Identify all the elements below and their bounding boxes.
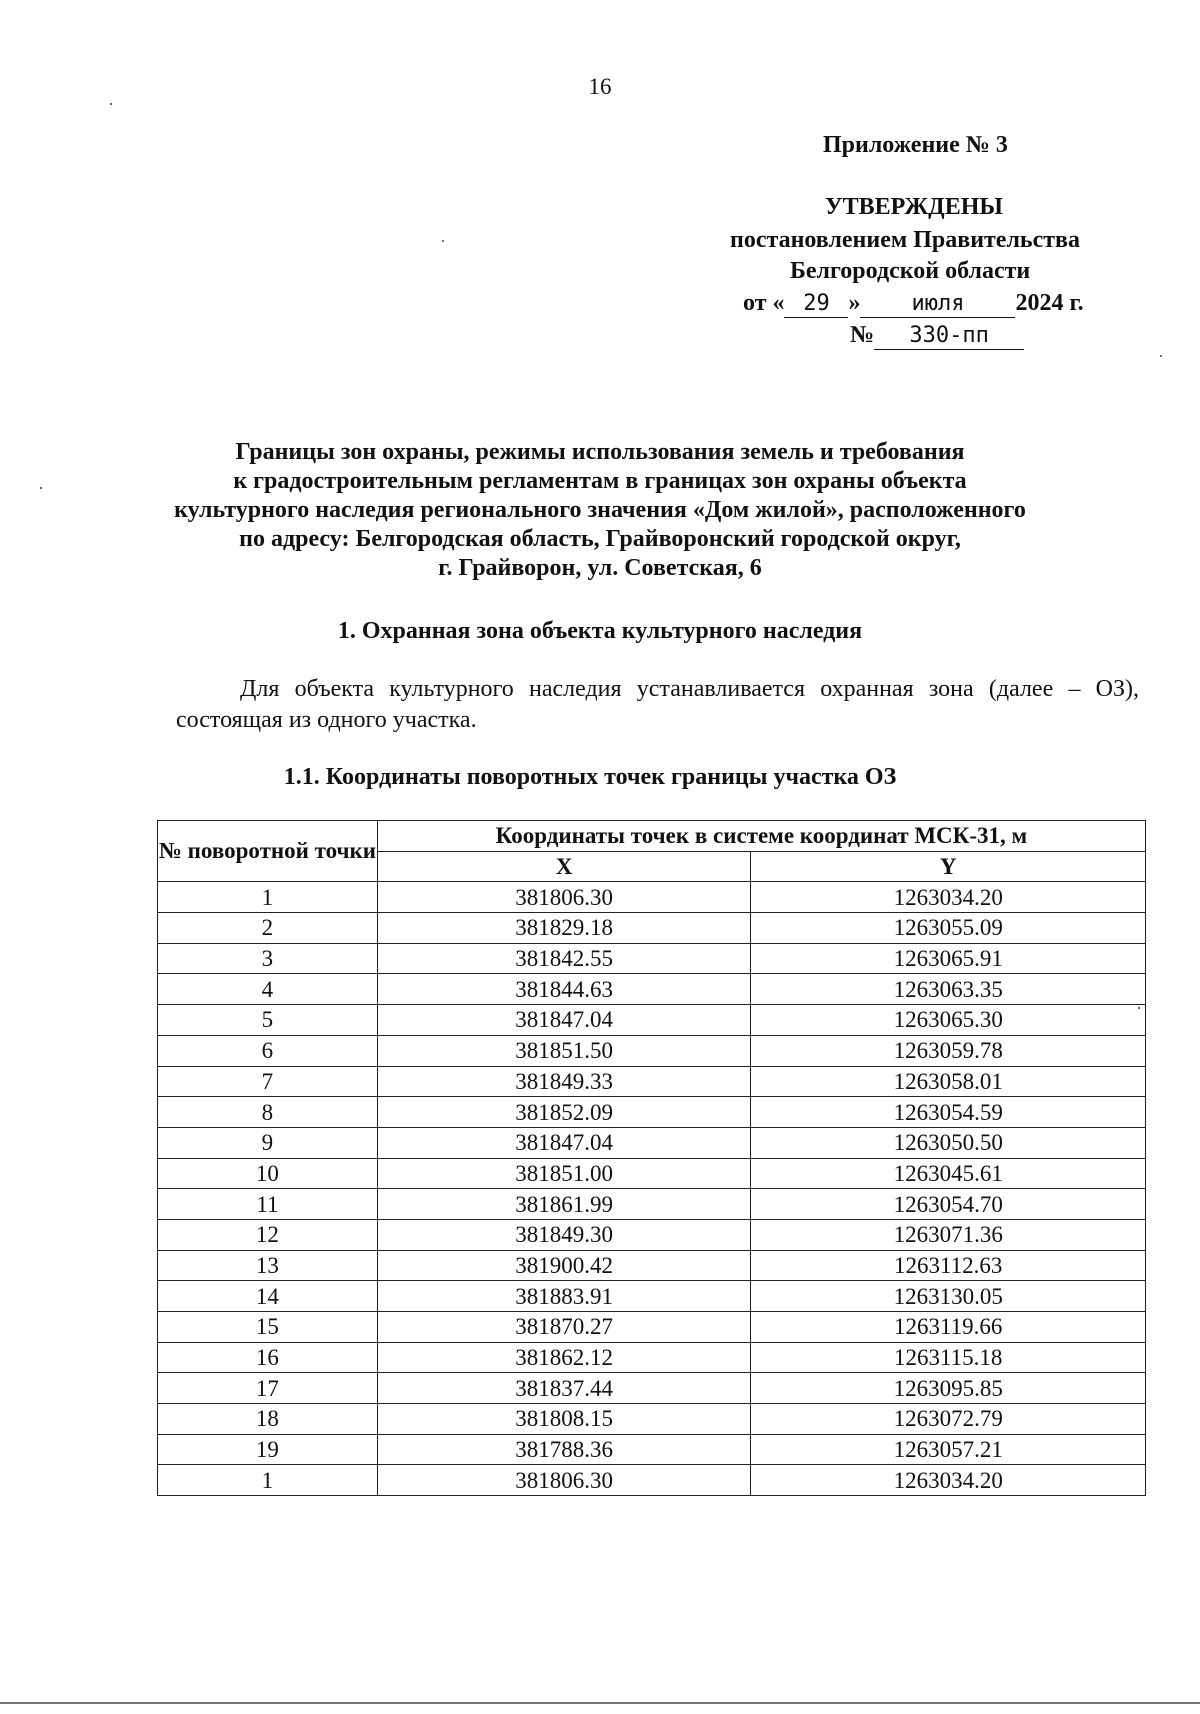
table-row <box>158 1342 1146 1373</box>
table-row <box>158 1066 1146 1097</box>
y-coordinate-cell: 1263059.78 <box>751 1035 1146 1066</box>
x-coordinate-cell: 381851.50 <box>377 1035 751 1066</box>
table-row <box>158 943 1146 974</box>
table-row <box>158 1097 1146 1128</box>
x-coordinate-cell: 381844.63 <box>377 974 751 1005</box>
x-coordinate-cell: 381861.99 <box>377 1189 751 1220</box>
x-coordinate-cell: 381883.91 <box>377 1281 751 1312</box>
x-coordinate-cell: 381837.44 <box>377 1373 751 1404</box>
point-number-cell: 11 <box>158 1189 378 1220</box>
x-coordinate-cell: 381806.30 <box>377 1465 751 1496</box>
point-number-cell: 5 <box>158 1005 378 1036</box>
y-coordinate-cell: 1263095.85 <box>751 1373 1146 1404</box>
x-coordinate-cell: 381847.04 <box>377 1005 751 1036</box>
table-row <box>158 882 1146 913</box>
table-row <box>158 1219 1146 1250</box>
document-title <box>0 438 1200 583</box>
y-coordinate-cell: 1263072.79 <box>751 1404 1146 1435</box>
table-row <box>158 913 1146 944</box>
header-x: X <box>377 851 751 882</box>
y-coordinate-cell: 1263054.70 <box>751 1189 1146 1220</box>
coordinates-table <box>157 820 1146 1496</box>
y-coordinate-cell: 1263058.01 <box>751 1066 1146 1097</box>
point-number-cell: 16 <box>158 1342 378 1373</box>
scan-speck <box>110 103 112 105</box>
point-number-cell: 13 <box>158 1250 378 1281</box>
approved-label: УТВЕРЖДЕНЫ <box>825 194 1003 220</box>
date-month-field: июля <box>860 291 1015 318</box>
scan-speck <box>1160 355 1162 357</box>
point-number-cell: 19 <box>158 1434 378 1465</box>
x-coordinate-cell: 381862.12 <box>377 1342 751 1373</box>
table-row <box>158 1158 1146 1189</box>
point-number-cell: 8 <box>158 1097 378 1128</box>
y-coordinate-cell: 1263034.20 <box>751 882 1146 913</box>
point-number-cell: 7 <box>158 1066 378 1097</box>
y-coordinate-cell: 1263054.59 <box>751 1097 1146 1128</box>
table-row <box>158 1250 1146 1281</box>
section-1-paragraph: Для объекта культурного наследия устанавливается охранная зона (далее – ОЗ), состоящая из одного участка. <box>176 676 1139 733</box>
y-coordinate-cell: 1263065.91 <box>751 943 1146 974</box>
x-coordinate-cell: 381870.27 <box>377 1312 751 1343</box>
section-1-1-heading: 1.1. Координаты поворотных точек границы участка ОЗ <box>283 764 897 790</box>
table-row <box>158 1189 1146 1220</box>
coordinates-table-body <box>158 882 1146 1496</box>
y-coordinate-cell: 1263112.63 <box>751 1250 1146 1281</box>
header-point-number: № поворотной точки <box>158 821 378 882</box>
date-day-field: 29 <box>784 291 848 318</box>
table-row <box>158 1035 1146 1066</box>
date-prefix: от « <box>743 290 785 316</box>
title-line: г. Грайворон, ул. Советская, 6 <box>438 555 762 581</box>
section-1-heading: 1. Охранная зона объекта культурного наследия <box>337 618 863 644</box>
approval-date-line <box>743 288 1084 319</box>
header-y: Y <box>751 851 1146 882</box>
x-coordinate-cell: 381849.33 <box>377 1066 751 1097</box>
x-coordinate-cell: 381900.42 <box>377 1250 751 1281</box>
table-row <box>158 1312 1146 1343</box>
approval-number-line <box>850 320 1024 351</box>
title-line: к градостроительным регламентам в границах зон охраны объекта <box>233 468 967 494</box>
date-year: 2024 г. <box>1015 290 1084 316</box>
decree-number-field: 330-пп <box>874 323 1024 350</box>
scan-speck <box>1138 1007 1140 1009</box>
y-coordinate-cell: 1263050.50 <box>751 1127 1146 1158</box>
table-row <box>158 1434 1146 1465</box>
header-coordinates: Координаты точек в системе координат МСК-31, м <box>377 821 1145 852</box>
x-coordinate-cell: 381788.36 <box>377 1434 751 1465</box>
point-number-cell: 17 <box>158 1373 378 1404</box>
x-coordinate-cell: 381849.30 <box>377 1219 751 1250</box>
y-coordinate-cell: 1263130.05 <box>751 1281 1146 1312</box>
x-coordinate-cell: 381829.18 <box>377 913 751 944</box>
table-row <box>158 1005 1146 1036</box>
y-coordinate-cell: 1263063.35 <box>751 974 1146 1005</box>
x-coordinate-cell: 381847.04 <box>377 1127 751 1158</box>
y-coordinate-cell: 1263065.30 <box>751 1005 1146 1036</box>
point-number-cell: 18 <box>158 1404 378 1435</box>
title-line: культурного наследия регионального значения «Дом жилой», расположенного <box>174 497 1026 523</box>
point-number-cell: 4 <box>158 974 378 1005</box>
title-line: Границы зон охраны, режимы использования земель и требования <box>235 439 965 465</box>
x-coordinate-cell: 381808.15 <box>377 1404 751 1435</box>
approval-issuer-line: постановлением Правительства <box>730 227 1081 253</box>
point-number-cell: 15 <box>158 1312 378 1343</box>
point-number-cell: 9 <box>158 1127 378 1158</box>
point-number-cell: 1 <box>158 882 378 913</box>
scan-speck <box>442 240 444 242</box>
y-coordinate-cell: 1263115.18 <box>751 1342 1146 1373</box>
annex-label: Приложение № 3 <box>823 132 1008 158</box>
date-mid: » <box>848 290 861 316</box>
y-coordinate-cell: 1263071.36 <box>751 1219 1146 1250</box>
y-coordinate-cell: 1263034.20 <box>751 1465 1146 1496</box>
x-coordinate-cell: 381806.30 <box>377 882 751 913</box>
title-line: по адресу: Белгородская область, Грайворонский городской округ, <box>239 526 961 552</box>
scan-speck <box>40 487 42 489</box>
table-row <box>158 1281 1146 1312</box>
approval-region-line: Белгородской области <box>790 258 1031 284</box>
table-row <box>158 1404 1146 1435</box>
point-number-cell: 1 <box>158 1465 378 1496</box>
point-number-cell: 12 <box>158 1219 378 1250</box>
table-row <box>158 1373 1146 1404</box>
table-row <box>158 1127 1146 1158</box>
point-number-cell: 6 <box>158 1035 378 1066</box>
table-row <box>158 1465 1146 1496</box>
point-number-cell: 3 <box>158 943 378 974</box>
point-number-cell: 2 <box>158 913 378 944</box>
x-coordinate-cell: 381851.00 <box>377 1158 751 1189</box>
x-coordinate-cell: 381842.55 <box>377 943 751 974</box>
x-coordinate-cell: 381852.09 <box>377 1097 751 1128</box>
y-coordinate-cell: 1263119.66 <box>751 1312 1146 1343</box>
page-number: 16 <box>588 74 612 99</box>
scan-bottom-edge <box>0 1702 1200 1704</box>
y-coordinate-cell: 1263055.09 <box>751 913 1146 944</box>
y-coordinate-cell: 1263045.61 <box>751 1158 1146 1189</box>
point-number-cell: 14 <box>158 1281 378 1312</box>
y-coordinate-cell: 1263057.21 <box>751 1434 1146 1465</box>
point-number-cell: 10 <box>158 1158 378 1189</box>
table-row <box>158 974 1146 1005</box>
number-prefix: № <box>850 322 875 348</box>
